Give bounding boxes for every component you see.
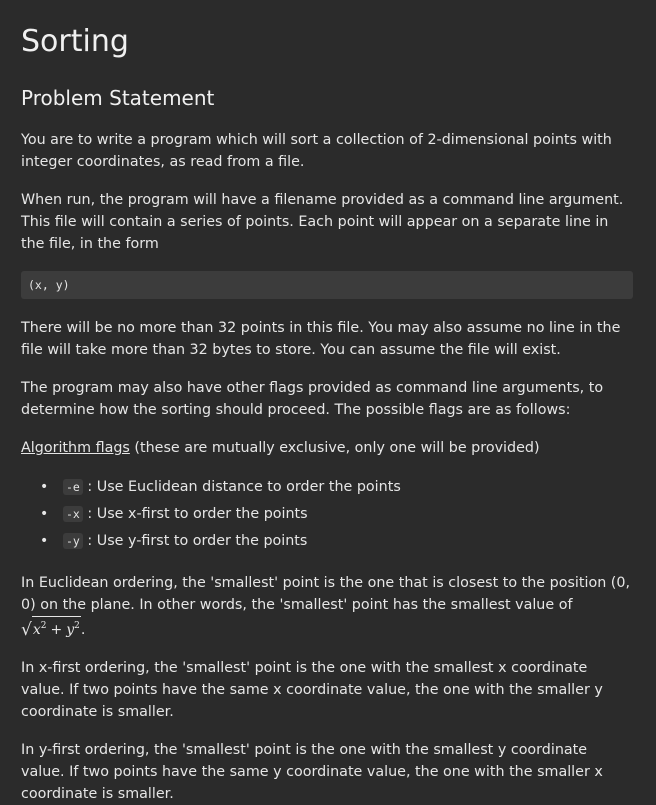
formula-power: 2 (74, 621, 80, 631)
formula-power: 2 (40, 621, 47, 631)
flag-code: -e (63, 479, 83, 495)
bullet-icon: • (40, 479, 49, 495)
run-paragraph: When run, the program will have a filename provided as a command line argument. This file will contain a series of points. Each point will appear on a separate line in the file, in the form (21, 192, 624, 252)
bullet-icon: • (40, 533, 49, 549)
euclidean-paragraph (21, 572, 633, 641)
sqrt-symbol: √ (21, 620, 32, 640)
formula-y: y (66, 622, 75, 638)
formula-plus: + (50, 622, 63, 638)
flag-code: -x (63, 506, 83, 522)
list-item (40, 503, 633, 530)
code-example-block: (x, y) (21, 271, 633, 299)
intro-paragraph: You are to write a program which will sort a collection of 2-dimensional points with integer coordinates, as read from a file. (21, 132, 612, 170)
flag-description: : Use x-first to order the points (82, 506, 308, 522)
xfirst-paragraph: In x-first ordering, the 'smallest' point is the one with the smallest x coordinate value. If two points have the same x coordinate value, the one with the smaller y coordinate is smaller. (21, 660, 603, 720)
formula-x: x (32, 622, 41, 638)
yfirst-paragraph: In y-first ordering, the 'smallest' point is the one with the smallest y coordinate value. If two points have the same y coordinate value, the one with the smaller x coordinate is smaller. (21, 742, 603, 802)
flag-description: : Use y-first to order the points (82, 533, 308, 549)
page-title: Sorting (21, 24, 129, 59)
algorithm-flags-line (21, 437, 633, 459)
flags-list (21, 476, 633, 557)
limits-paragraph: There will be no more than 32 points in this file. You may also assume no line in the file will take more than 32 bytes to store. You can assume the file will exist. (21, 320, 621, 358)
list-item (40, 476, 633, 503)
list-item (40, 530, 633, 557)
flag-description: : Use Euclidean distance to order the points (82, 479, 401, 495)
flags-intro-paragraph: The program may also have other flags provided as command line arguments, to determine how the sorting should proceed. The possible flags are as follows: (21, 380, 604, 418)
algorithm-flags-link[interactable]: Algorithm flags (21, 440, 130, 456)
algorithm-flags-note: (these are mutually exclusive, only one will be provided) (129, 440, 540, 456)
bullet-icon: • (40, 506, 49, 522)
section-heading: Problem Statement (21, 86, 215, 110)
euclidean-text: In Euclidean ordering, the 'smallest' point is the one that is closest to the position (0, 0) on the plane. In other words, the 'smallest' point has the smallest value of (21, 575, 631, 613)
distance-formula (21, 622, 81, 638)
euclidean-end: . (80, 622, 86, 638)
flag-code: -y (63, 533, 83, 549)
